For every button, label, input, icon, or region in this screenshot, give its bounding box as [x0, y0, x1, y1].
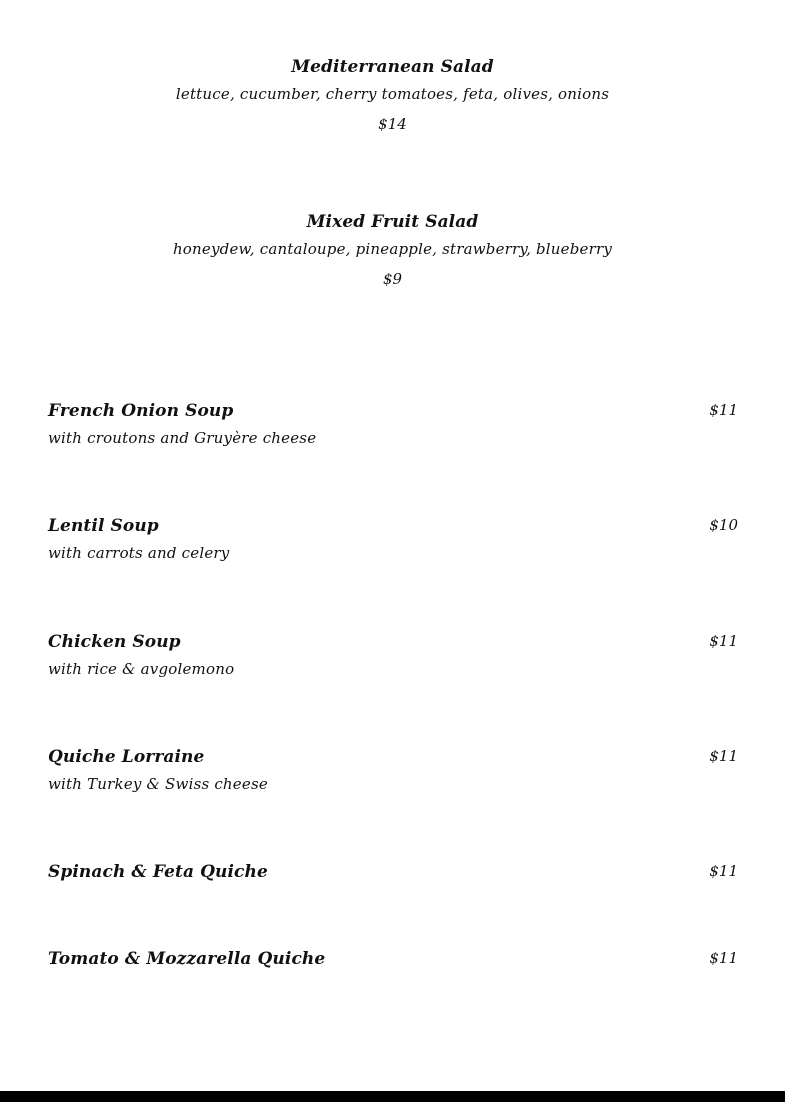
menu-item-price: $11	[709, 862, 738, 880]
menu-item-description: lettuce, cucumber, cherry tomatoes, feta, olives, onions	[175, 85, 610, 103]
menu-item-name: Quiche Lorraine	[48, 747, 205, 767]
menu-item-price: $11	[709, 949, 738, 967]
menu-item-price: $11	[709, 747, 738, 765]
bottom-border-bar	[0, 1091, 785, 1102]
menu-item-price: $11	[709, 401, 738, 419]
menu-item-mediterranean-salad	[0, 56, 785, 134]
menu-item-price: $14	[378, 115, 407, 133]
menu-item-mixed-fruit-salad	[0, 211, 785, 289]
menu-item-french-onion-soup	[48, 400, 738, 448]
menu-item-name: Chicken Soup	[48, 632, 181, 652]
menu-item-name: French Onion Soup	[48, 401, 234, 421]
menu-item-description: with Turkey & Swiss cheese	[48, 775, 268, 793]
menu-item-chicken-soup	[48, 631, 738, 679]
menu-item-lentil-soup	[48, 515, 738, 563]
menu-item-description: with carrots and celery	[48, 544, 230, 562]
menu-item-name: Mixed Fruit Salad	[306, 212, 479, 232]
menu-item-description: with rice & avgolemono	[48, 660, 235, 678]
menu-item-price: $11	[709, 632, 738, 650]
menu-item-name: Tomato & Mozzarella Quiche	[48, 949, 326, 969]
menu-item-price: $10	[709, 516, 738, 534]
menu-item-name: Mediterranean Salad	[291, 57, 494, 77]
menu-item-price: $9	[382, 270, 403, 288]
menu-item-quiche-lorraine	[48, 746, 738, 794]
menu-item-description: with croutons and Gruyère cheese	[48, 429, 317, 447]
menu-item-spinach-feta-quiche	[48, 861, 738, 883]
menu-item-tomato-mozzarella-quiche	[48, 948, 738, 970]
menu-item-name: Lentil Soup	[48, 516, 159, 536]
menu-item-description: honeydew, cantaloupe, pineapple, strawberry, blueberry	[172, 240, 613, 258]
menu-item-name: Spinach & Feta Quiche	[48, 862, 268, 882]
